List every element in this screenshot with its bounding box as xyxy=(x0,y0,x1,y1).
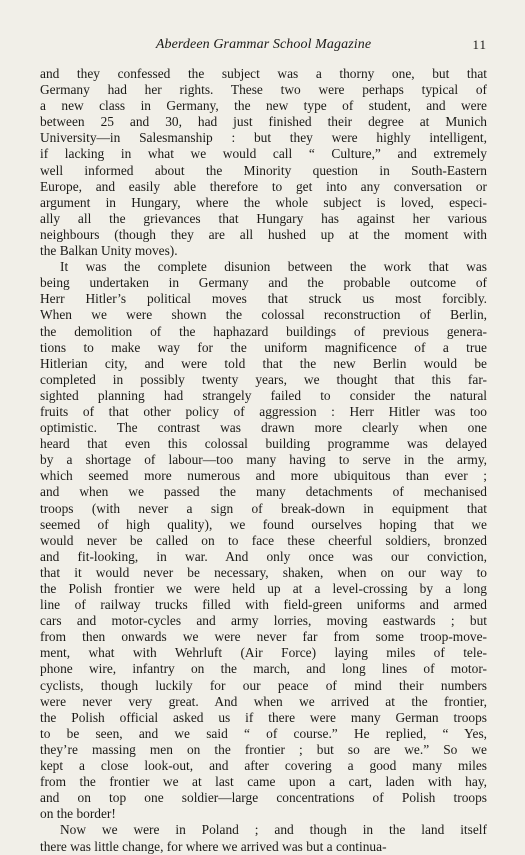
text-line: phone wire, infantry on the march, and long lines of motor- xyxy=(40,661,487,677)
text-line: there was little change, for where we arrived was but a continua- xyxy=(40,838,387,854)
text-line: neighbours (though they are all hushed up at the moment with xyxy=(40,226,487,242)
text-line: and they confessed the subject was a thorny one, but that xyxy=(40,66,487,81)
text-line: from the frontier we at last came upon a cart, laden with hay, xyxy=(40,774,487,790)
text-line: ment, what with Wehrluft (Air Force) laying miles of tele- xyxy=(40,645,487,661)
text-line: ally all the grievances that Hungary has against her various xyxy=(40,210,487,226)
page-number: 11 xyxy=(472,37,487,52)
text-line: which seemed more numerous and more ubiquitous than ever ; xyxy=(40,468,487,484)
text-line: were never very great. And when we arrived at the frontier, xyxy=(40,693,487,709)
text-line: to be seen, and we said “ of course.” He replied, “ Yes, xyxy=(40,725,487,741)
text-line: Germany had her rights. These two were perhaps typical of xyxy=(40,82,487,98)
text-line: sighted planning had strangely failed to consider the natural xyxy=(40,387,487,403)
running-title: Aberdeen Grammar School Magazine xyxy=(155,37,372,52)
text-line: argument in Hungary, where the whole subject is loved, especi- xyxy=(40,194,487,210)
text-line: University—in Salesmanship : but they were highly intelligent, xyxy=(40,130,487,146)
text-line: It was the complete disunion between the work that was xyxy=(60,259,487,275)
text-line: the Balkan Unity moves). xyxy=(40,243,178,259)
text-line: Hitlerian city, and were told that the new Berlin would be xyxy=(40,355,487,371)
text-line: would never be called on to face these cheerful soldiers, bronzed xyxy=(40,532,487,548)
text-line: the Polish frontier we were held up at a level-crossing by a long xyxy=(40,581,487,596)
text-line: they’re massing men on the frontier ; but so are we.” So we xyxy=(40,741,487,757)
text-line: from then onwards we were never far from some troop-move- xyxy=(40,629,487,645)
text-line: that it would never be necessary, shaken, when on our way to xyxy=(40,564,487,580)
text-line: Europe, and easily able therefore to get into any conversation or xyxy=(40,178,487,194)
text-line: completed in possibly twenty years, we thought that this far- xyxy=(40,371,487,387)
text-line: by a shortage of labour—too many having to serve in the army, xyxy=(40,452,487,468)
text-line: optimistic. The contrast was drawn more clearly when one xyxy=(40,420,487,436)
text-line: the demolition of the haphazard buildings of previous genera- xyxy=(40,323,487,339)
text-line: troops (with never a sign of break-down in equipment that xyxy=(40,500,487,516)
text-line: a new class in Germany, the new type of student, and were xyxy=(40,98,487,114)
text-line: between 25 and 30, had just finished their degree at Munich xyxy=(40,114,487,130)
text-line: Now we were in Poland ; and though in the land itself xyxy=(60,822,487,838)
text-line: line of railway trucks filled with field-green uniforms and armed xyxy=(40,597,487,613)
text-line: fruits of that other policy of aggression : Herr Hitler was too xyxy=(40,403,487,419)
paragraph xyxy=(40,822,487,854)
text-line: When we were shown the colossal reconstruction of Berlin, xyxy=(40,307,487,323)
text-line: and fit-looking, in war. And only once was our conviction, xyxy=(40,548,487,564)
paragraph xyxy=(40,259,487,822)
text-line: and when we passed the many detachments of mechanised xyxy=(40,484,487,500)
text-line: tions to make way for the uniform magnificence of a true xyxy=(40,339,487,355)
text-line: if lacking in what we would call “ Culture,” and extremely xyxy=(40,146,487,162)
text-line: cars and motor-cycles and army lorries, moving eastwards ; but xyxy=(40,613,487,629)
article-body xyxy=(40,66,487,855)
text-line: seemed of high quality), we found ourselves hoping that we xyxy=(40,516,487,532)
text-line: kept a close look-out, and after covering a good many miles xyxy=(40,758,487,774)
text-line: Herr Hitler’s political moves that struck us most forcibly. xyxy=(40,291,487,307)
text-line: on the border! xyxy=(40,806,116,822)
page-header xyxy=(40,37,487,55)
paragraph xyxy=(40,66,487,259)
text-line: the Polish official asked us if there were many German troops xyxy=(40,709,487,725)
text-line: heard that even this colossal building programme was delayed xyxy=(40,436,487,452)
text-line: and on top one soldier—large concentrations of Polish troops xyxy=(40,790,487,806)
text-line: being undertaken in Germany and the probable outcome of xyxy=(40,275,487,291)
text-line: cyclists, though luckily for our peace of mind their numbers xyxy=(40,677,487,693)
text-line: well informed about the Minority question in South-Eastern xyxy=(40,162,487,178)
